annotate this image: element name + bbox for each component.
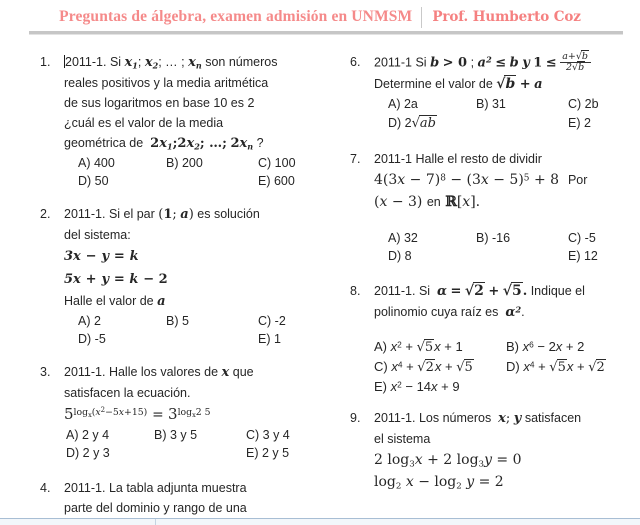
option-row [388, 113, 638, 134]
page-title: Preguntas de álgebra, examen admisión en UNMSM [59, 8, 413, 25]
options-list [64, 426, 338, 462]
option-row [66, 426, 338, 444]
option-e[interactable]: E) 1 [258, 332, 281, 346]
question-line: geométrica de $2x_1;2x_2$; …; $2x_n$ ? [64, 136, 264, 152]
options-list [374, 95, 638, 134]
question-line: ¿cuál es el valor de la media [64, 116, 224, 130]
question-number: 3. [40, 365, 51, 379]
equation: 2 $\log_3x + 2$ $\log_3y = 0$ [374, 451, 522, 469]
bottom-strip [0, 517, 640, 525]
question-line: 2011-1. Halle los valores de x que [64, 365, 254, 380]
question-number: 8. [350, 283, 361, 298]
option-row [388, 247, 638, 265]
option-row [78, 154, 338, 172]
questions-sheet [0, 40, 640, 525]
option-a[interactable]: A) 32 [388, 230, 418, 245]
question-line: reales positivos y la media aritmética [64, 76, 269, 90]
option-b[interactable]: B) -16 [476, 230, 511, 245]
question-line: del sistema: [64, 228, 131, 242]
option-a[interactable]: A) 2a [388, 96, 418, 111]
question-body [374, 408, 638, 493]
option-b[interactable]: B) 3 y 5 [154, 428, 198, 442]
options-list [64, 154, 338, 190]
equation: (x − 3) en ℝ[x]. [374, 193, 481, 210]
question-body [64, 52, 338, 190]
option-row [78, 172, 338, 190]
left-column [38, 40, 338, 518]
question-line: satisfacen la ecuación. [64, 386, 191, 400]
question-2 [38, 204, 338, 348]
option-d[interactable]: D) 8 [388, 248, 412, 263]
question-line: 2011-1. Si el par (1; a) es solución [64, 207, 260, 222]
question-line: Halle el valor de a [64, 294, 166, 309]
question-line: 2011-1. La tabla adjunta muestra [64, 481, 247, 495]
option-d[interactable]: D) -5 [78, 332, 106, 346]
question-line: de sus logaritmos en base 10 es 2 [64, 96, 255, 110]
question-7 [348, 149, 638, 265]
option-e[interactable]: E) $x^2 - 14x + 9$ [374, 378, 460, 394]
equation: $4(3x - 7)^8 - (3x - 5)^5 + 8$ Por [374, 171, 588, 188]
option-row [78, 330, 338, 348]
option-row [388, 95, 638, 113]
option-row [78, 312, 338, 330]
option-b[interactable]: B) 31 [476, 96, 506, 111]
option-spacer [476, 113, 568, 134]
option-e[interactable]: E) 2 [568, 115, 591, 130]
option-c[interactable]: C) -2 [258, 314, 286, 328]
question-line: 2011-1 Halle el resto de dividir [374, 151, 542, 166]
option-row [374, 377, 638, 396]
option-a[interactable]: A) $x^2 + √5x + 1$ [374, 338, 463, 355]
option-spacer [166, 330, 258, 348]
option-e[interactable]: E) 600 [258, 174, 295, 188]
question-line: Determine el valor de √b + a [374, 75, 543, 92]
fraction: $\frac{a+√b}{2√b}$ [560, 52, 591, 74]
question-body [64, 204, 338, 348]
option-b[interactable]: B) 5 [166, 314, 189, 328]
question-line: parte del dominio y rango de una [64, 501, 247, 515]
equation: 5x + y = k − 2 [64, 272, 168, 287]
option-e[interactable]: E) 12 [568, 248, 598, 263]
option-d[interactable]: D) 50 [78, 174, 109, 188]
options-list [64, 312, 338, 348]
question-3 [38, 362, 338, 462]
text-caret [64, 55, 65, 68]
equation: 3x − y = k [64, 249, 139, 264]
question-body [64, 478, 338, 518]
option-row [388, 229, 638, 247]
question-number: 1. [40, 55, 51, 69]
option-row [374, 337, 638, 357]
right-column [348, 40, 638, 493]
question-6 [348, 52, 638, 134]
question-number: 4. [40, 481, 51, 495]
question-number: 7. [350, 151, 361, 166]
question-8 [348, 281, 638, 396]
option-spacer [154, 444, 246, 462]
option-a[interactable]: A) 2 y 4 [66, 428, 110, 442]
question-line: polinomio cuya raíz es $\alpha^2$. [374, 304, 525, 320]
question-1 [38, 52, 338, 190]
question-number: 9. [350, 410, 361, 425]
option-spacer [476, 247, 568, 265]
question-9 [348, 408, 638, 493]
question-body [64, 362, 338, 462]
option-b[interactable]: B) $x^6 - 2x + 2$ [506, 338, 585, 354]
header-author: Prof. Humberto Coz [432, 9, 581, 25]
option-c[interactable]: C) 100 [258, 156, 296, 170]
option-c[interactable]: C) -5 [568, 230, 596, 245]
option-b[interactable]: B) 200 [166, 156, 203, 170]
bottom-separator-line [0, 518, 640, 519]
question-number: 2. [40, 207, 51, 221]
option-a[interactable]: A) 400 [78, 156, 115, 170]
option-c[interactable]: C) $x^4 + √2x + √5$ [374, 358, 473, 375]
option-e[interactable]: E) 2 y 5 [246, 446, 290, 460]
equation: $5^{log_x(x^2-5x+15)} = 3^{log_x2 5}$ [64, 405, 211, 423]
question-line: 2011-1. Los números x; y satisfacen [374, 410, 582, 426]
option-c[interactable]: C) 2b [568, 96, 599, 111]
option-d[interactable]: D) $x^4 + √5x + √2$ [506, 358, 605, 375]
option-row [374, 357, 638, 377]
question-body [374, 149, 638, 265]
question-line: 2011-1. Si $x_1$; $x_2$; … ; $x_n$ son números [65, 55, 278, 71]
question-line: el sistema [374, 431, 431, 446]
question-body [374, 52, 638, 134]
header-rule [29, 31, 623, 35]
question-4 [38, 478, 338, 518]
options-list [374, 337, 638, 396]
options-list [374, 229, 638, 265]
question-line: 2011-1. Si α = √2 + √5. Indique el [374, 282, 585, 299]
bottom-strip-tick [155, 519, 156, 525]
question-body [374, 281, 638, 396]
page-header [0, 0, 640, 32]
bottom-strip-fill [0, 519, 640, 525]
question-line: 2011-1 Si b > 0 ; $a^2 \le b$ y 1 ≤ $\frac{a+√b}{2√b}$ [374, 52, 638, 74]
option-c[interactable]: C) 3 y 4 [246, 428, 290, 442]
equation: $\log_2 x - \log_2 y = 2$ [374, 473, 504, 491]
option-spacer [166, 172, 258, 190]
option-row [66, 444, 338, 462]
option-a[interactable]: A) 2 [78, 314, 101, 328]
question-number: 6. [350, 55, 361, 69]
option-d[interactable]: D) 2 y 3 [66, 446, 110, 460]
option-d[interactable]: D) 2√ab [388, 115, 436, 131]
